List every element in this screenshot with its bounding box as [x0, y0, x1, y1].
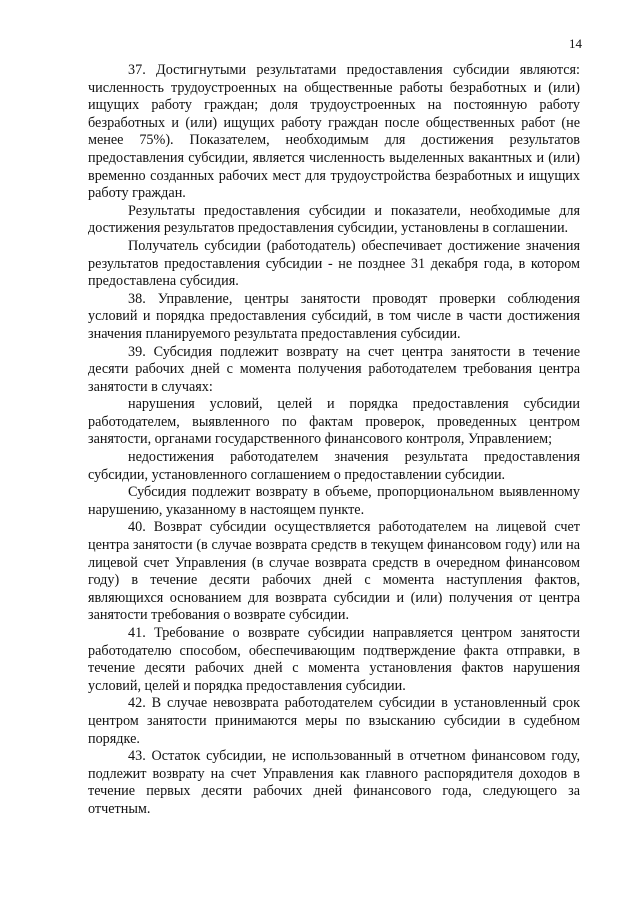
- paragraph-38: 38. Управление, центры занятости проводят проверки соблюдения условий и порядка предоставления субсидий, в том числе в части достижения значения планируемого результата предоставления субсидии.: [88, 290, 580, 342]
- page-number: 14: [569, 36, 582, 51]
- paragraph-40: 40. Возврат субсидии осуществляется работодателем на лицевой счет центра занятости (в случае возврата средств в текущем финансовом году) или на лицевой счет Управления (в случае возврата средств в очередном финансовом году) в течение десяти рабочих дней с момента наступления фактов, являющихся основанием для возврата субсидии и (или) получения от центра занятости требования о возврате субсидии.: [88, 519, 580, 624]
- paragraph-39: 39. Субсидия подлежит возврату на счет центра занятости в течение десяти рабочих дней с момента получения работодателем требования центра занятости в случаях:: [88, 343, 580, 395]
- paragraph-39-case-violation: нарушения условий, целей и порядка предоставления субсидии работодателем, выявленного по фактам проверок, проведенных центром занятости, органами государственного финансового контроля, Управлением;: [88, 396, 580, 448]
- paragraph-37: 37. Достигнутыми результатами предоставления субсидии являются: численность трудоустроенных на общественные работы безработных и (или) ищущих работу граждан; доля трудоустроенных на постоянную работу безработных и (или) ищущих работу граждан после общественных работ (не менее 75%). Показателем, необходимым для достижения результатов предоставления субсидии, является численность выделенных вакантных и (или) временно созданных рабочих мест для трудоустройства безработных и ищущих работу граждан.: [88, 62, 580, 202]
- paragraph-42: 42. В случае невозврата работодателем субсидии в установленный срок центром занятости принимаются меры по взысканию субсидии в судебном порядке.: [88, 695, 580, 747]
- paragraph-41: 41. Требование о возврате субсидии направляется центром занятости работодателю способом, обеспечивающим подтверждение факта отправки, в течение десяти рабочих дней с момента установления фактов нарушения условий, целей и порядка предоставления субсидии.: [88, 625, 580, 694]
- paragraph-recipient: Получатель субсидии (работодатель) обеспечивает достижение значения результатов предоставления субсидии - не позднее 31 декабря года, в котором предоставлена субсидия.: [88, 237, 580, 290]
- paragraph-43: 43. Остаток субсидии, не использованный в отчетном финансовом году, подлежит возврату на счет Управления как главного распорядителя доходов в течение первых десяти рабочих дней финансового года, следующего за отчетным.: [88, 748, 580, 817]
- paragraph-results: Результаты предоставления субсидии и показатели, необходимые для достижения результатов предоставления субсидии, установлены в соглашении.: [88, 202, 580, 237]
- paragraph-39-case-nonachievement: недостижения работодателем значения результата предоставления субсидии, установленного соглашением о предоставлении субсидии.: [88, 449, 580, 483]
- document-body: [88, 62, 580, 819]
- paragraph-39-proportional: Субсидия подлежит возврату в объеме, пропорциональном выявленному нарушению, указанному в настоящем пункте.: [88, 484, 580, 518]
